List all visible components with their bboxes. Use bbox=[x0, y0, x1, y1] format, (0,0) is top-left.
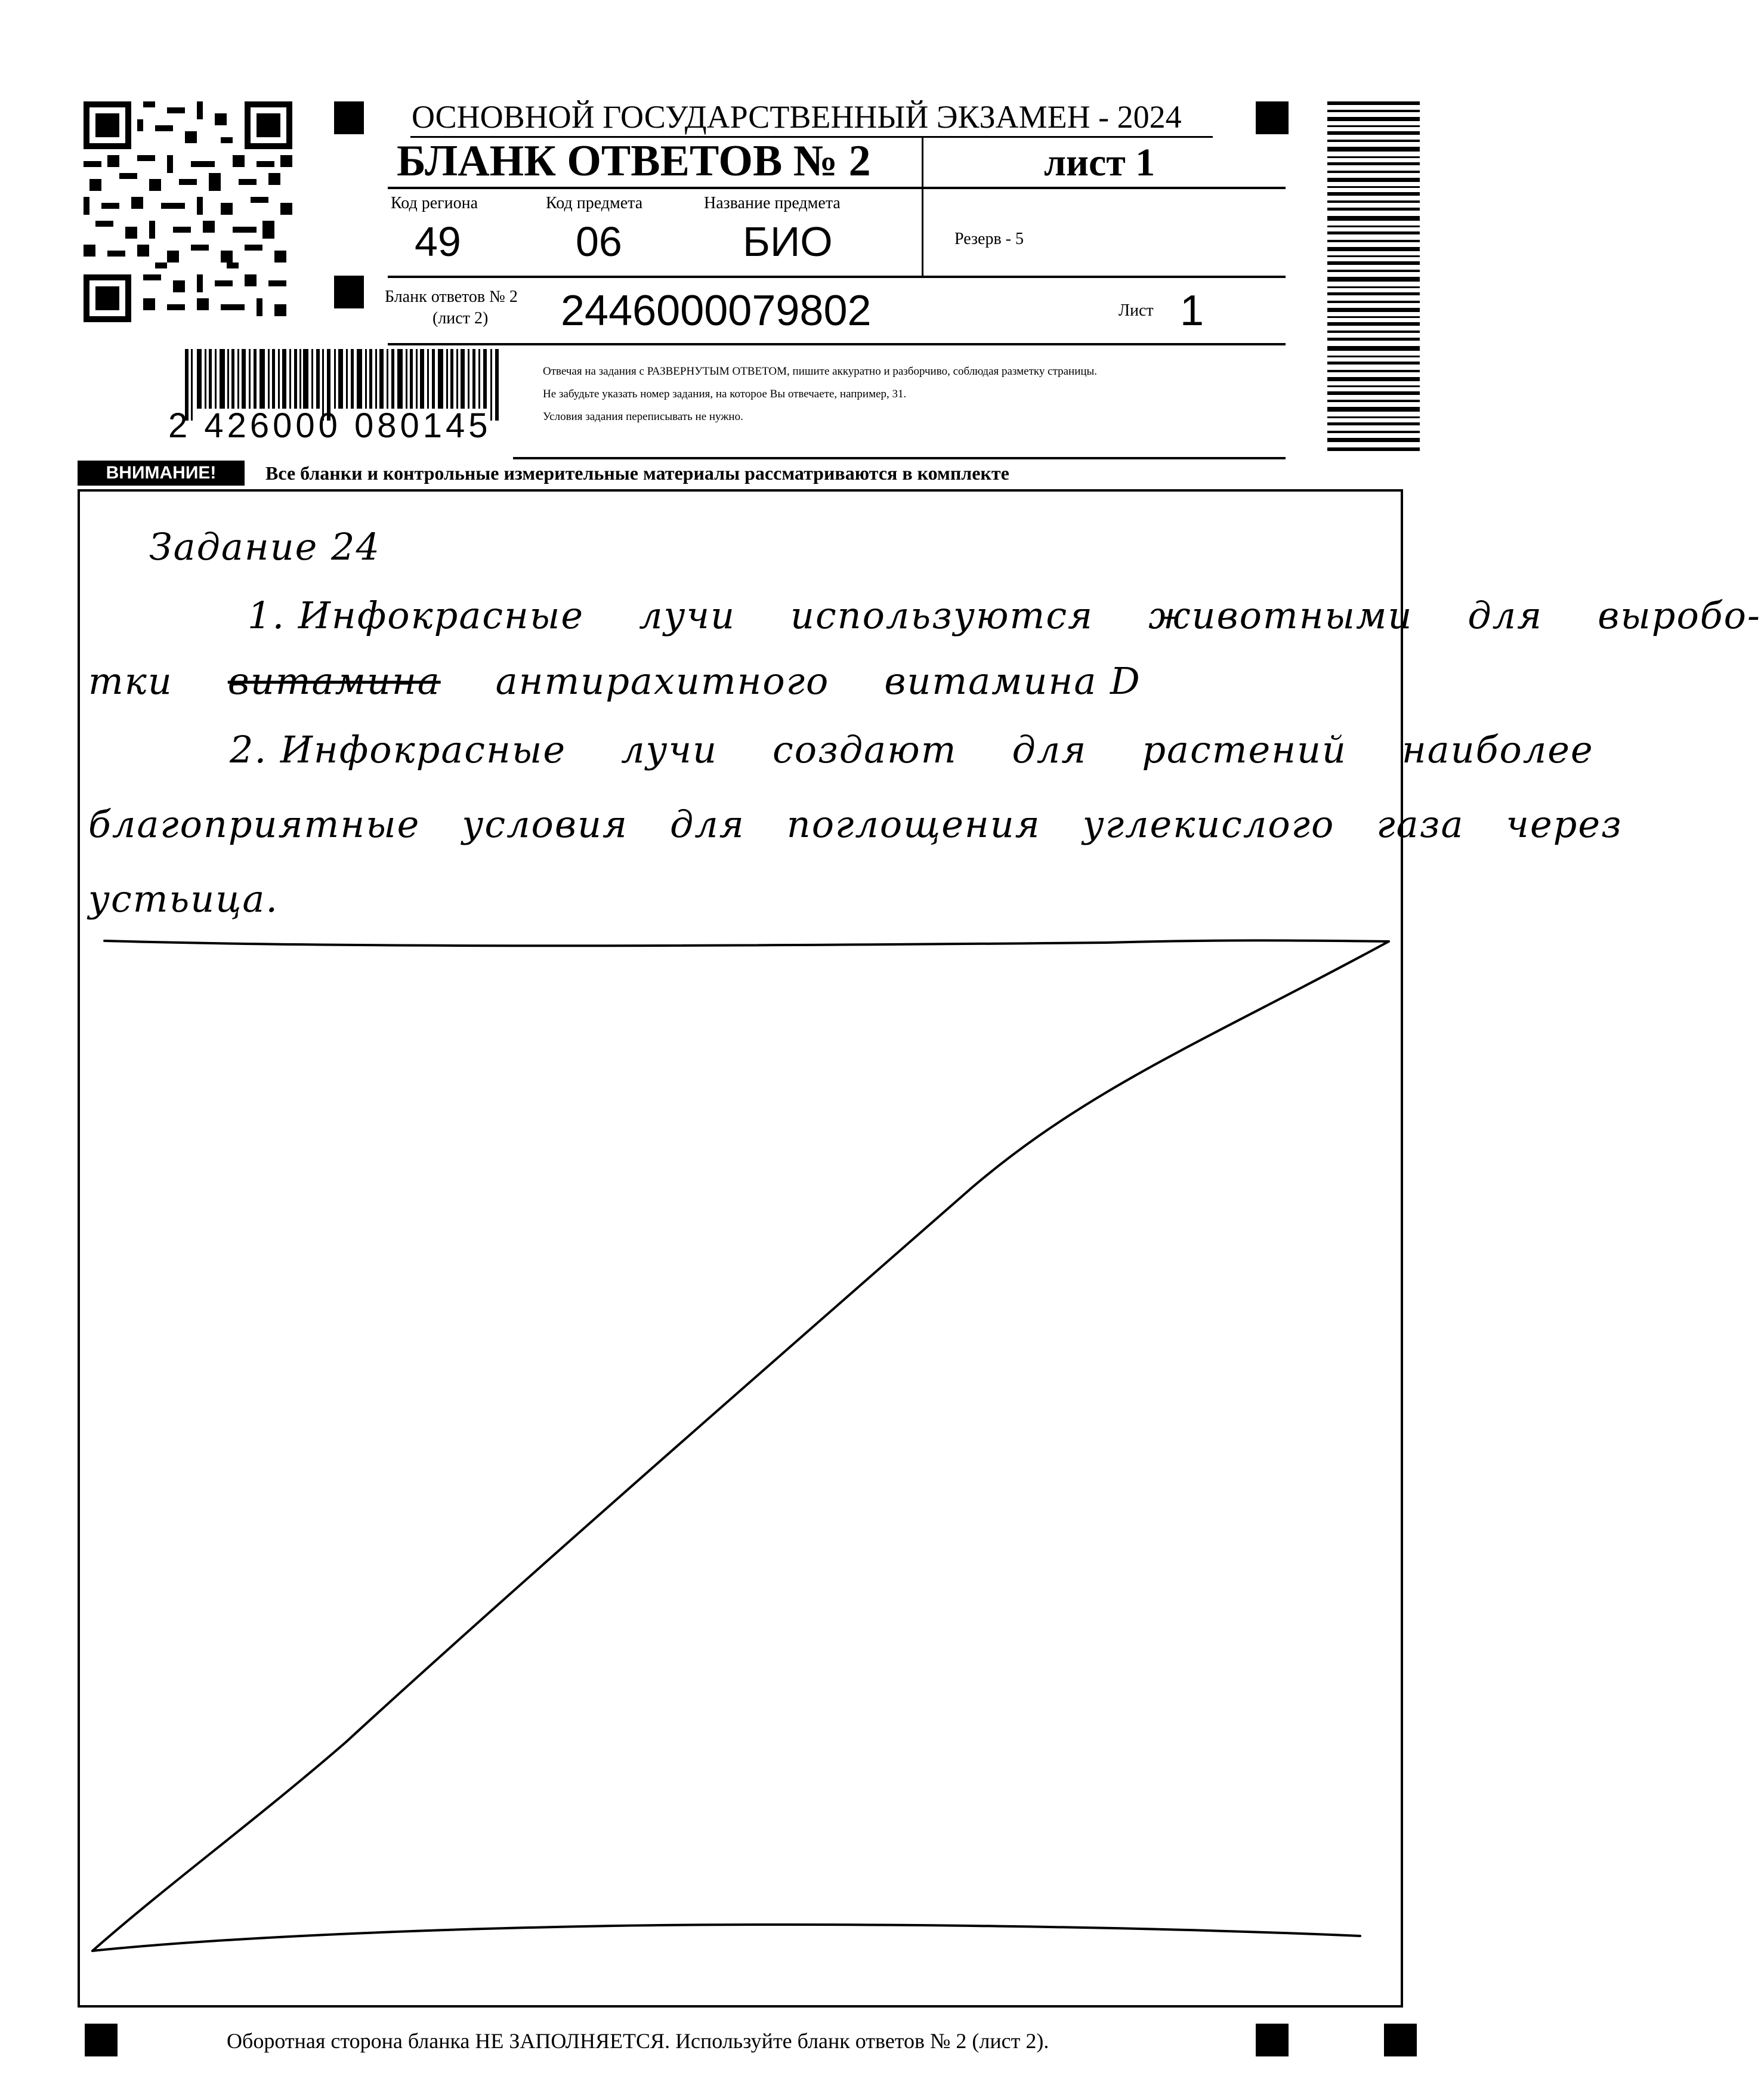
subject-code-label: Код предмета bbox=[546, 194, 643, 212]
registration-marker bbox=[85, 2024, 118, 2056]
subject-name-label: Название предмета bbox=[704, 194, 841, 212]
answer-word: антирахитного bbox=[495, 659, 830, 703]
answer-word: наиболее bbox=[1401, 728, 1594, 771]
instruction-line: Не забудьте указать номер задания, на которое Вы отвечаете, например, 31. bbox=[543, 388, 907, 400]
sheet-number: 1 bbox=[1180, 287, 1204, 335]
answer-word: для bbox=[1012, 728, 1088, 771]
divider bbox=[922, 137, 923, 277]
attention-text: Все бланки и контрольные измерительные материалы рассматриваются в комплекте bbox=[265, 462, 1009, 484]
answer-word: витамина D bbox=[884, 659, 1141, 703]
form-title: БЛАНК ОТВЕТОВ № 2 bbox=[397, 137, 871, 186]
side-barcode bbox=[1327, 101, 1420, 453]
attention-badge: ВНИМАНИЕ! bbox=[78, 461, 245, 486]
task-heading: Задание 24 bbox=[149, 525, 381, 569]
subject-code: 06 bbox=[576, 218, 622, 265]
region-code: 49 bbox=[415, 218, 461, 265]
divider bbox=[513, 457, 1286, 459]
answer-word: растений bbox=[1142, 728, 1347, 771]
registration-marker bbox=[1384, 2024, 1417, 2056]
barcode-number: 2 426000 080145 bbox=[168, 406, 492, 445]
region-code-label: Код региона bbox=[391, 194, 478, 212]
registration-marker bbox=[334, 276, 364, 308]
answer-line bbox=[88, 802, 1623, 846]
answer-word: поглощения bbox=[786, 802, 1041, 846]
answer-word: условия bbox=[462, 802, 628, 846]
answer-word: лучи bbox=[621, 728, 718, 771]
sheet-label: лист 1 bbox=[1044, 141, 1156, 184]
answer-word: 1. Инфокрасные bbox=[248, 594, 585, 637]
answer-line: устьица. bbox=[88, 877, 279, 921]
divider bbox=[388, 343, 1286, 345]
answer-line bbox=[88, 659, 1196, 703]
answer-word: лучи bbox=[639, 594, 736, 637]
sheet-word: Лист bbox=[1119, 301, 1154, 320]
form-ref-line1: Бланк ответов № 2 bbox=[385, 288, 518, 306]
answer-word: газа bbox=[1376, 802, 1465, 846]
instruction-line: Отвечая на задания с РАЗВЕРНУТЫМ ОТВЕТОМ, пишите аккуратно и разборчиво, соблюдая разметку страницы. bbox=[543, 365, 1098, 378]
reserve-label: Резерв - 5 bbox=[954, 230, 1024, 248]
qr-code bbox=[84, 101, 292, 322]
answer-word: тки bbox=[88, 659, 173, 703]
registration-marker bbox=[334, 101, 364, 134]
answer-word: создают bbox=[773, 728, 957, 771]
answer-word: углекислого bbox=[1082, 802, 1335, 846]
instruction-line: Условия задания переписывать не нужно. bbox=[543, 410, 743, 423]
exam-title: ОСНОВНОЙ ГОСУДАРСТВЕННЫЙ ЭКЗАМЕН - 2024 bbox=[412, 99, 1182, 135]
answer-line bbox=[230, 728, 1594, 771]
subject-name: БИО bbox=[743, 218, 833, 265]
answer-word: выробо- bbox=[1598, 594, 1761, 637]
struck-word: витамина bbox=[227, 659, 441, 703]
divider bbox=[388, 276, 1286, 278]
registration-marker bbox=[1256, 101, 1289, 134]
divider bbox=[388, 187, 1286, 189]
z-strike-lines bbox=[78, 919, 1403, 1969]
form-ref-line2: (лист 2) bbox=[432, 309, 489, 328]
answer-word: 2. Инфокрасные bbox=[230, 728, 567, 771]
registration-marker bbox=[1256, 2024, 1289, 2056]
answer-word: животными bbox=[1148, 594, 1413, 637]
footer-note: Оборотная сторона бланка НЕ ЗАПОЛНЯЕТСЯ. Используйте бланк ответов № 2 (лист 2). bbox=[227, 2029, 1049, 2053]
answer-word: для bbox=[1468, 594, 1543, 637]
answer-line bbox=[248, 594, 1761, 637]
answer-word: благоприятные bbox=[88, 802, 421, 846]
answer-word: через bbox=[1506, 802, 1623, 846]
answer-word: для bbox=[669, 802, 745, 846]
form-number: 2446000079802 bbox=[561, 287, 872, 335]
answer-word: используются bbox=[790, 594, 1094, 637]
